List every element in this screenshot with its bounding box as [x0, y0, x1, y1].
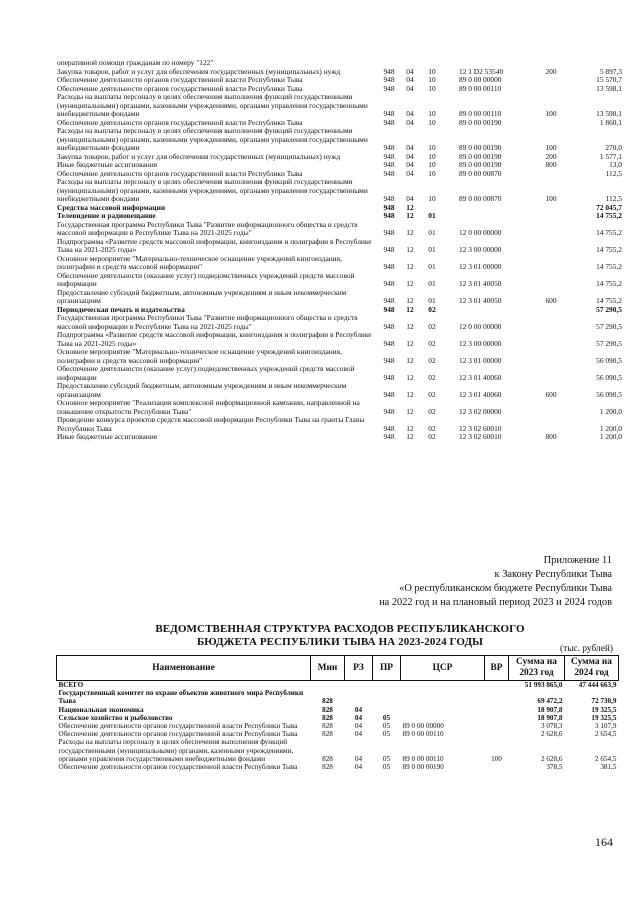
row-name: Проведение конкурса проектов средств массовой информации Республики Тыва на гранты Главы Республики Тыва	[57, 415, 365, 433]
cell-sum-2024: 381,5	[600, 763, 617, 772]
table-row	[57, 714, 619, 722]
cell-csr	[401, 689, 485, 705]
table-row	[57, 253, 622, 272]
row-name: Предоставление субсидий бюджетным, автономным учреждениям и иным некоммерческим организациям	[57, 287, 347, 305]
table-row	[57, 236, 622, 255]
row-min: 948	[383, 279, 395, 288]
row-rz: 04	[406, 66, 414, 76]
row-sum: 14 755,2	[596, 211, 622, 220]
cell-sum-2023: 18 907,8	[537, 705, 563, 714]
row-vr: 200	[545, 151, 557, 161]
header-csr: ЦСР	[401, 656, 485, 681]
cell-pr: 05	[382, 713, 391, 722]
cell-sum-2023: 18 907,8	[537, 713, 563, 722]
cell-min: 828	[322, 754, 333, 763]
row-rz: 12	[406, 279, 414, 288]
row-csr: 89 0 00 00110	[459, 83, 502, 93]
table-header-row	[57, 656, 619, 681]
header-vr: ВР	[485, 656, 509, 681]
cell-name: Обеспечение деятельности органов государственной власти Республики Тыва	[58, 730, 298, 739]
row-rz: 12	[406, 262, 414, 271]
table-row	[57, 313, 622, 331]
cell-csr: 89 0 00 00190	[402, 763, 444, 772]
row-name: Периодическая печать и издательства	[57, 304, 185, 314]
row-name: Основное мероприятие "Материально-техническое оснащение учреждений книгоиздания, полиграфии и средств массовой информации"	[57, 253, 342, 271]
row-min: 948	[383, 338, 395, 348]
appendix-period: на 2022 год и на плановый период 2023 и 2024 годов	[379, 597, 612, 608]
header-pr: ПР	[373, 656, 401, 681]
cell-name: Государственный комитет по охране объектов животного мира Республики Тыва	[58, 689, 304, 706]
cell-name: Обеспечение деятельности органов государственной власти Республики Тыва	[58, 722, 298, 731]
row-min: 948	[383, 151, 395, 161]
cell-pr: 05	[382, 754, 391, 763]
row-rz: 12	[406, 355, 414, 365]
row-vr: 800	[545, 432, 557, 441]
cell-rz: 04	[354, 754, 363, 763]
table-row	[57, 738, 619, 763]
cell-csr	[401, 714, 485, 722]
row-pr: 02	[428, 432, 436, 441]
row-rz: 04	[406, 117, 414, 127]
row-name: Закупка товаров, работ и услуг для обеспечения государственных (муниципальных) нужд	[57, 66, 341, 76]
row-rz: 04	[406, 168, 414, 178]
cell-sum-2023: 2 628,6	[540, 730, 563, 739]
row-csr: 12 3 02 60010	[459, 432, 502, 441]
table-row	[57, 398, 622, 416]
row-min: 948	[383, 117, 395, 127]
row-vr: 800	[545, 160, 557, 169]
row-pr: 02	[428, 304, 436, 314]
row-name: Обеспечение деятельности органов государственной власти Республики Тыва	[57, 75, 303, 84]
row-pr: 10	[428, 168, 436, 178]
row-name: Иные бюджетные ассигнования	[57, 432, 158, 441]
cell-vr	[485, 689, 509, 705]
cell-csr	[401, 681, 485, 690]
cell-sum-2023: 3 078,3	[540, 722, 563, 731]
row-sum: 112,5	[605, 194, 622, 203]
row-sum: 56 090,5	[596, 355, 622, 365]
row-sum: 57 290,5	[596, 304, 622, 314]
cell-rz	[345, 681, 373, 690]
row-sum: 56 090,5	[596, 372, 622, 382]
row-rz: 04	[406, 83, 414, 93]
row-min: 948	[383, 160, 395, 169]
table-row	[57, 730, 619, 738]
row-name: оперативной помощи гражданам по номеру "122"	[57, 58, 214, 67]
row-sum: 57 290,5	[596, 321, 622, 331]
header-min: Мин	[311, 656, 345, 681]
row-pr: 10	[428, 160, 436, 169]
departmental-structure-table	[56, 655, 619, 771]
row-csr: 89 0 00 00190	[459, 143, 502, 152]
row-vr: 600	[545, 296, 557, 305]
row-pr: 10	[428, 151, 436, 161]
row-rz: 12	[406, 296, 414, 305]
row-pr: 10	[428, 75, 436, 84]
row-vr: 200	[545, 66, 557, 76]
row-name: Обеспечение деятельности (оказание услуг) подведомственных учреждений средств массовой информации	[57, 364, 355, 382]
row-pr: 10	[428, 117, 436, 127]
row-name: Подпрограмма «Развитие средств массовой информации, книгоиздания и полиграфии в Республике Тыва на 2021-2025 годы»	[57, 236, 372, 254]
cell-name: Сельское хозяйство и рыболовство	[58, 713, 173, 722]
cell-vr: 100	[491, 754, 502, 763]
cell-vr	[485, 706, 509, 714]
cell-pr: 05	[382, 730, 391, 739]
cell-min: 828	[322, 722, 333, 731]
row-csr: 12 3 01 40060	[459, 389, 502, 399]
row-pr: 01	[428, 228, 436, 237]
cell-csr	[401, 706, 485, 714]
table-row	[57, 432, 622, 442]
row-rz: 12	[406, 389, 414, 399]
row-name: Обеспечение деятельности органов государственной власти Республики Тыва	[57, 168, 303, 178]
cell-csr: 89 0 00 00110	[402, 754, 444, 763]
row-min: 948	[383, 321, 395, 331]
row-sum: 1 200,0	[599, 423, 622, 433]
row-name: Расходы на выплаты персоналу в целях обеспечения выполнения функций государственными (муниципальными) органами, казенными учреждениями, органами управления государственными внебюджетными фондами	[57, 177, 368, 203]
row-csr: 12 3 01 00000	[459, 355, 502, 365]
cell-rz: 04	[354, 763, 363, 772]
row-csr: 12 3 02 60010	[459, 423, 502, 433]
cell-rz: 04	[354, 713, 363, 722]
table-row	[57, 681, 619, 690]
row-name: Средства массовой информации	[57, 202, 166, 212]
table-row	[57, 287, 622, 306]
cell-vr	[485, 714, 509, 722]
appendix-law: к Закону Республики Тыва	[494, 569, 612, 580]
row-pr: 02	[428, 372, 436, 382]
page-number: 164	[595, 835, 613, 849]
cell-name: ВСЕГО	[58, 681, 84, 689]
row-min: 948	[383, 423, 395, 433]
row-rz: 12	[406, 321, 414, 331]
cell-min	[311, 681, 345, 690]
cell-vr	[485, 681, 509, 690]
row-min: 948	[383, 406, 395, 416]
row-rz: 12	[406, 406, 414, 416]
row-pr: 01	[428, 296, 436, 305]
table-row	[57, 219, 622, 238]
row-min: 948	[383, 432, 395, 441]
row-min: 948	[383, 168, 395, 178]
row-sum: 14 755,2	[596, 279, 622, 288]
appendix-number: Приложение 11	[543, 555, 612, 566]
table-row	[57, 722, 619, 730]
cell-pr	[373, 681, 401, 690]
row-rz: 12	[406, 211, 414, 220]
header-name: Наименование	[57, 656, 311, 681]
row-csr: 12 1 D2 53540	[459, 66, 504, 76]
table-row	[57, 706, 619, 714]
row-name: Расходы на выплаты персоналу в целях обеспечения выполнения функций государственными (муниципальными) органами, казенными учреждениями, органами управления государственными внебюджетными фондами	[57, 126, 368, 152]
row-min: 948	[383, 109, 395, 118]
row-min: 948	[383, 194, 395, 203]
cell-sum-2024: 72 730,9	[591, 697, 617, 706]
row-pr: 02	[428, 355, 436, 365]
row-pr: 02	[428, 338, 436, 348]
row-rz: 12	[406, 432, 414, 441]
cell-sum-2024: 19 325,5	[591, 713, 617, 722]
row-rz: 04	[406, 143, 414, 152]
header-sum-2023: Сумма на 2023 год	[509, 656, 565, 681]
row-sum: 57 290,5	[596, 338, 622, 348]
row-min: 948	[383, 75, 395, 84]
cell-rz	[345, 689, 373, 705]
row-rz: 12	[406, 338, 414, 348]
row-sum: 1 860,1	[599, 117, 622, 127]
row-pr: 10	[428, 109, 436, 118]
title-line-2: БЮДЖЕТА РЕСПУБЛИКИ ТЫВА НА 2023-2024 ГОДЫ	[196, 636, 484, 648]
table-row	[57, 763, 619, 771]
table-row	[57, 126, 622, 153]
cell-sum-2024: 2 654,5	[594, 730, 617, 739]
row-csr: 12 3 01 40060	[459, 372, 502, 382]
cell-min: 828	[322, 713, 333, 722]
row-vr: 100	[545, 194, 557, 203]
cell-sum-2023: 2 628,6	[540, 754, 563, 763]
row-rz: 12	[406, 423, 414, 433]
row-min: 948	[383, 304, 395, 314]
row-rz: 04	[406, 151, 414, 161]
cell-vr	[485, 722, 509, 730]
row-rz: 12	[406, 202, 414, 212]
row-sum: 15 570,7	[596, 75, 622, 84]
cell-min: 828	[322, 697, 333, 706]
table-row	[57, 364, 622, 382]
row-name: Обеспечение деятельности органов государственной власти Республики Тыва	[57, 117, 303, 127]
row-sum: 1 577,1	[599, 151, 622, 161]
cell-sum-2024: 3 107,9	[594, 722, 617, 731]
appendix-law-title: «О республиканском бюджете Республики Тыва	[399, 583, 612, 594]
cell-vr	[485, 730, 509, 738]
table-row	[57, 347, 622, 365]
row-pr: 10	[428, 143, 436, 152]
cell-min: 828	[322, 730, 333, 739]
cell-rz: 04	[354, 730, 363, 739]
table-row	[57, 270, 622, 289]
row-rz: 12	[406, 304, 414, 314]
table-row	[57, 92, 622, 119]
row-vr: 100	[545, 143, 557, 152]
row-sum: 1 200,0	[599, 406, 622, 416]
row-min: 948	[383, 211, 395, 220]
cell-rz: 04	[354, 705, 363, 714]
cell-pr	[373, 706, 401, 714]
row-name: Подпрограмма «Развитие средств массовой информации, книгоиздания и полиграфии в Республике Тыва на 2021-2025 годы»	[57, 330, 372, 348]
row-sum: 14 755,2	[596, 296, 622, 305]
row-name: Закупка товаров, работ и услуг для обеспечения государственных (муниципальных) нужд	[57, 151, 341, 161]
row-sum: 14 755,2	[596, 262, 622, 271]
title-line-1: ВЕДОМСТВЕННАЯ СТРУКТУРА РАСХОДОВ РЕСПУБЛИКАНСКОГО	[155, 623, 525, 635]
row-csr: 12 3 02 00000	[459, 406, 502, 416]
cell-name: Национальная экономика	[58, 705, 144, 714]
row-min: 948	[383, 143, 395, 152]
row-name: Государственная программа Республики Тыва "Развитие информационного общества и средств массовой информации в Республике Тыва на 2021-2025 годы"	[57, 313, 358, 331]
row-sum: 270,0	[605, 143, 622, 152]
cell-vr	[485, 763, 509, 771]
cell-pr: 05	[382, 763, 391, 772]
row-csr: 12 3 00 00000	[459, 245, 502, 254]
units-label: (тыс. рублей)	[559, 644, 613, 654]
row-min: 948	[383, 83, 395, 93]
row-csr: 12 3 00 00000	[459, 338, 502, 348]
row-min: 948	[383, 245, 395, 254]
row-min: 948	[383, 228, 395, 237]
row-sum: 14 755,2	[596, 245, 622, 254]
row-name: Обеспечение деятельности органов государственной власти Республики Тыва	[57, 83, 303, 93]
row-pr: 10	[428, 66, 436, 76]
row-min: 948	[383, 389, 395, 399]
row-sum: 14 755,2	[596, 228, 622, 237]
row-pr: 10	[428, 194, 436, 203]
row-min: 948	[383, 202, 395, 212]
row-min: 948	[383, 355, 395, 365]
cell-min: 828	[322, 705, 333, 714]
row-pr: 02	[428, 389, 436, 399]
row-sum: 112,5	[605, 168, 622, 178]
row-csr: 12 3 01 40050	[459, 279, 502, 288]
row-pr: 02	[428, 321, 436, 331]
row-min: 948	[383, 296, 395, 305]
row-csr: 89 0 00 00190	[459, 117, 502, 127]
row-csr: 89 0 00 00190	[459, 160, 502, 169]
row-rz: 12	[406, 228, 414, 237]
row-pr: 02	[428, 406, 436, 416]
row-csr: 89 0 00 00190	[459, 151, 502, 161]
row-sum: 1 200,0	[599, 432, 622, 441]
cell-sum-2024: 47 444 663,9	[578, 681, 617, 689]
row-sum: 13,0	[609, 160, 622, 169]
row-vr: 600	[545, 389, 557, 399]
row-rz: 04	[406, 194, 414, 203]
row-csr: 89 0 00 00870	[459, 168, 502, 178]
row-pr: 02	[428, 423, 436, 433]
row-csr: 89 0 00 00000	[459, 75, 502, 84]
row-rz: 12	[406, 372, 414, 382]
row-name: Телевидение и радиовещание	[57, 211, 156, 220]
row-rz: 04	[406, 160, 414, 169]
row-rz: 04	[406, 109, 414, 118]
row-name: Основное мероприятие "Реализация комплексной информационной кампании, направленной на повышение открытости Республики Тыва"	[57, 398, 360, 416]
row-pr: 01	[428, 245, 436, 254]
table-row	[57, 330, 622, 348]
appendix-header	[282, 554, 612, 610]
row-name: Расходы на выплаты персоналу в целях обеспечения выполнения функций государственными (муниципальными) органами, казенными учреждениями, органами управления государственными внебюджетными фондами	[57, 92, 368, 118]
row-name: Основное мероприятие "Материально-техническое оснащение учреждений книгоиздания, полиграфии и средств массовой информации"	[57, 347, 342, 365]
row-csr: 89 0 00 00870	[459, 194, 502, 203]
row-rz: 12	[406, 245, 414, 254]
cell-sum-2023: 69 472,2	[537, 697, 563, 706]
cell-csr: 89 0 00 00110	[402, 730, 444, 739]
row-pr: 10	[428, 83, 436, 93]
table-row	[57, 415, 622, 433]
cell-sum-2024: 19 325,5	[591, 705, 617, 714]
document-title	[60, 623, 620, 649]
row-min: 948	[383, 372, 395, 382]
cell-csr: 89 0 00 00000	[402, 722, 444, 731]
table-row	[57, 177, 622, 204]
cell-pr	[373, 689, 401, 705]
row-sum: 13 598,1	[596, 109, 622, 118]
header-sum-2024: Сумма на 2024 год	[565, 656, 619, 681]
row-name: Предоставление субсидий бюджетным, автономным учреждениям и иным некоммерческим организациям	[57, 381, 347, 399]
cell-name: Обеспечение деятельности органов государственной власти Республики Тыва	[58, 763, 298, 772]
cell-sum-2023: 51 993 865,0	[524, 681, 563, 689]
row-pr: 01	[428, 211, 436, 220]
row-csr: 12 0 00 00000	[459, 321, 502, 331]
row-min: 948	[383, 262, 395, 271]
row-sum: 72 045,7	[596, 202, 622, 212]
cell-rz: 04	[354, 722, 363, 731]
row-csr: 89 0 00 00110	[459, 109, 502, 118]
row-name: Государственная программа Республики Тыва "Развитие информационного общества и средств массовой информации в Республике Тыва на 2021-2025 годы"	[57, 219, 358, 237]
row-csr: 12 0 00 00000	[459, 228, 502, 237]
header-rz: РЗ	[345, 656, 373, 681]
cell-pr: 05	[382, 722, 391, 731]
row-sum: 13 598,1	[596, 83, 622, 93]
cell-sum-2024: 2 654,5	[594, 754, 617, 763]
cell-sum-2023: 378,5	[546, 763, 563, 772]
cell-name: Расходы на выплаты персоналу в целях обеспечения выполнения функций государственными (муниципальными) органами, казенными учреждениями, органами управления государственными внебюджетными фондами	[58, 738, 294, 763]
row-sum: 5 897,3	[599, 66, 622, 76]
table-row	[57, 689, 619, 705]
row-vr: 100	[545, 109, 557, 118]
row-min: 948	[383, 66, 395, 76]
row-name: Обеспечение деятельности (оказание услуг) подведомственных учреждений средств массовой информации	[57, 270, 355, 288]
row-rz: 04	[406, 75, 414, 84]
table-row	[57, 381, 622, 399]
row-csr: 12 3 01 40050	[459, 296, 502, 305]
cell-min: 828	[322, 763, 333, 772]
expenditure-table-continuation	[57, 58, 622, 442]
row-pr: 01	[428, 279, 436, 288]
row-pr: 01	[428, 262, 436, 271]
row-name: Иные бюджетные ассигнования	[57, 160, 158, 169]
row-csr: 12 3 01 00000	[459, 262, 502, 271]
row-sum: 56 090,5	[596, 389, 622, 399]
